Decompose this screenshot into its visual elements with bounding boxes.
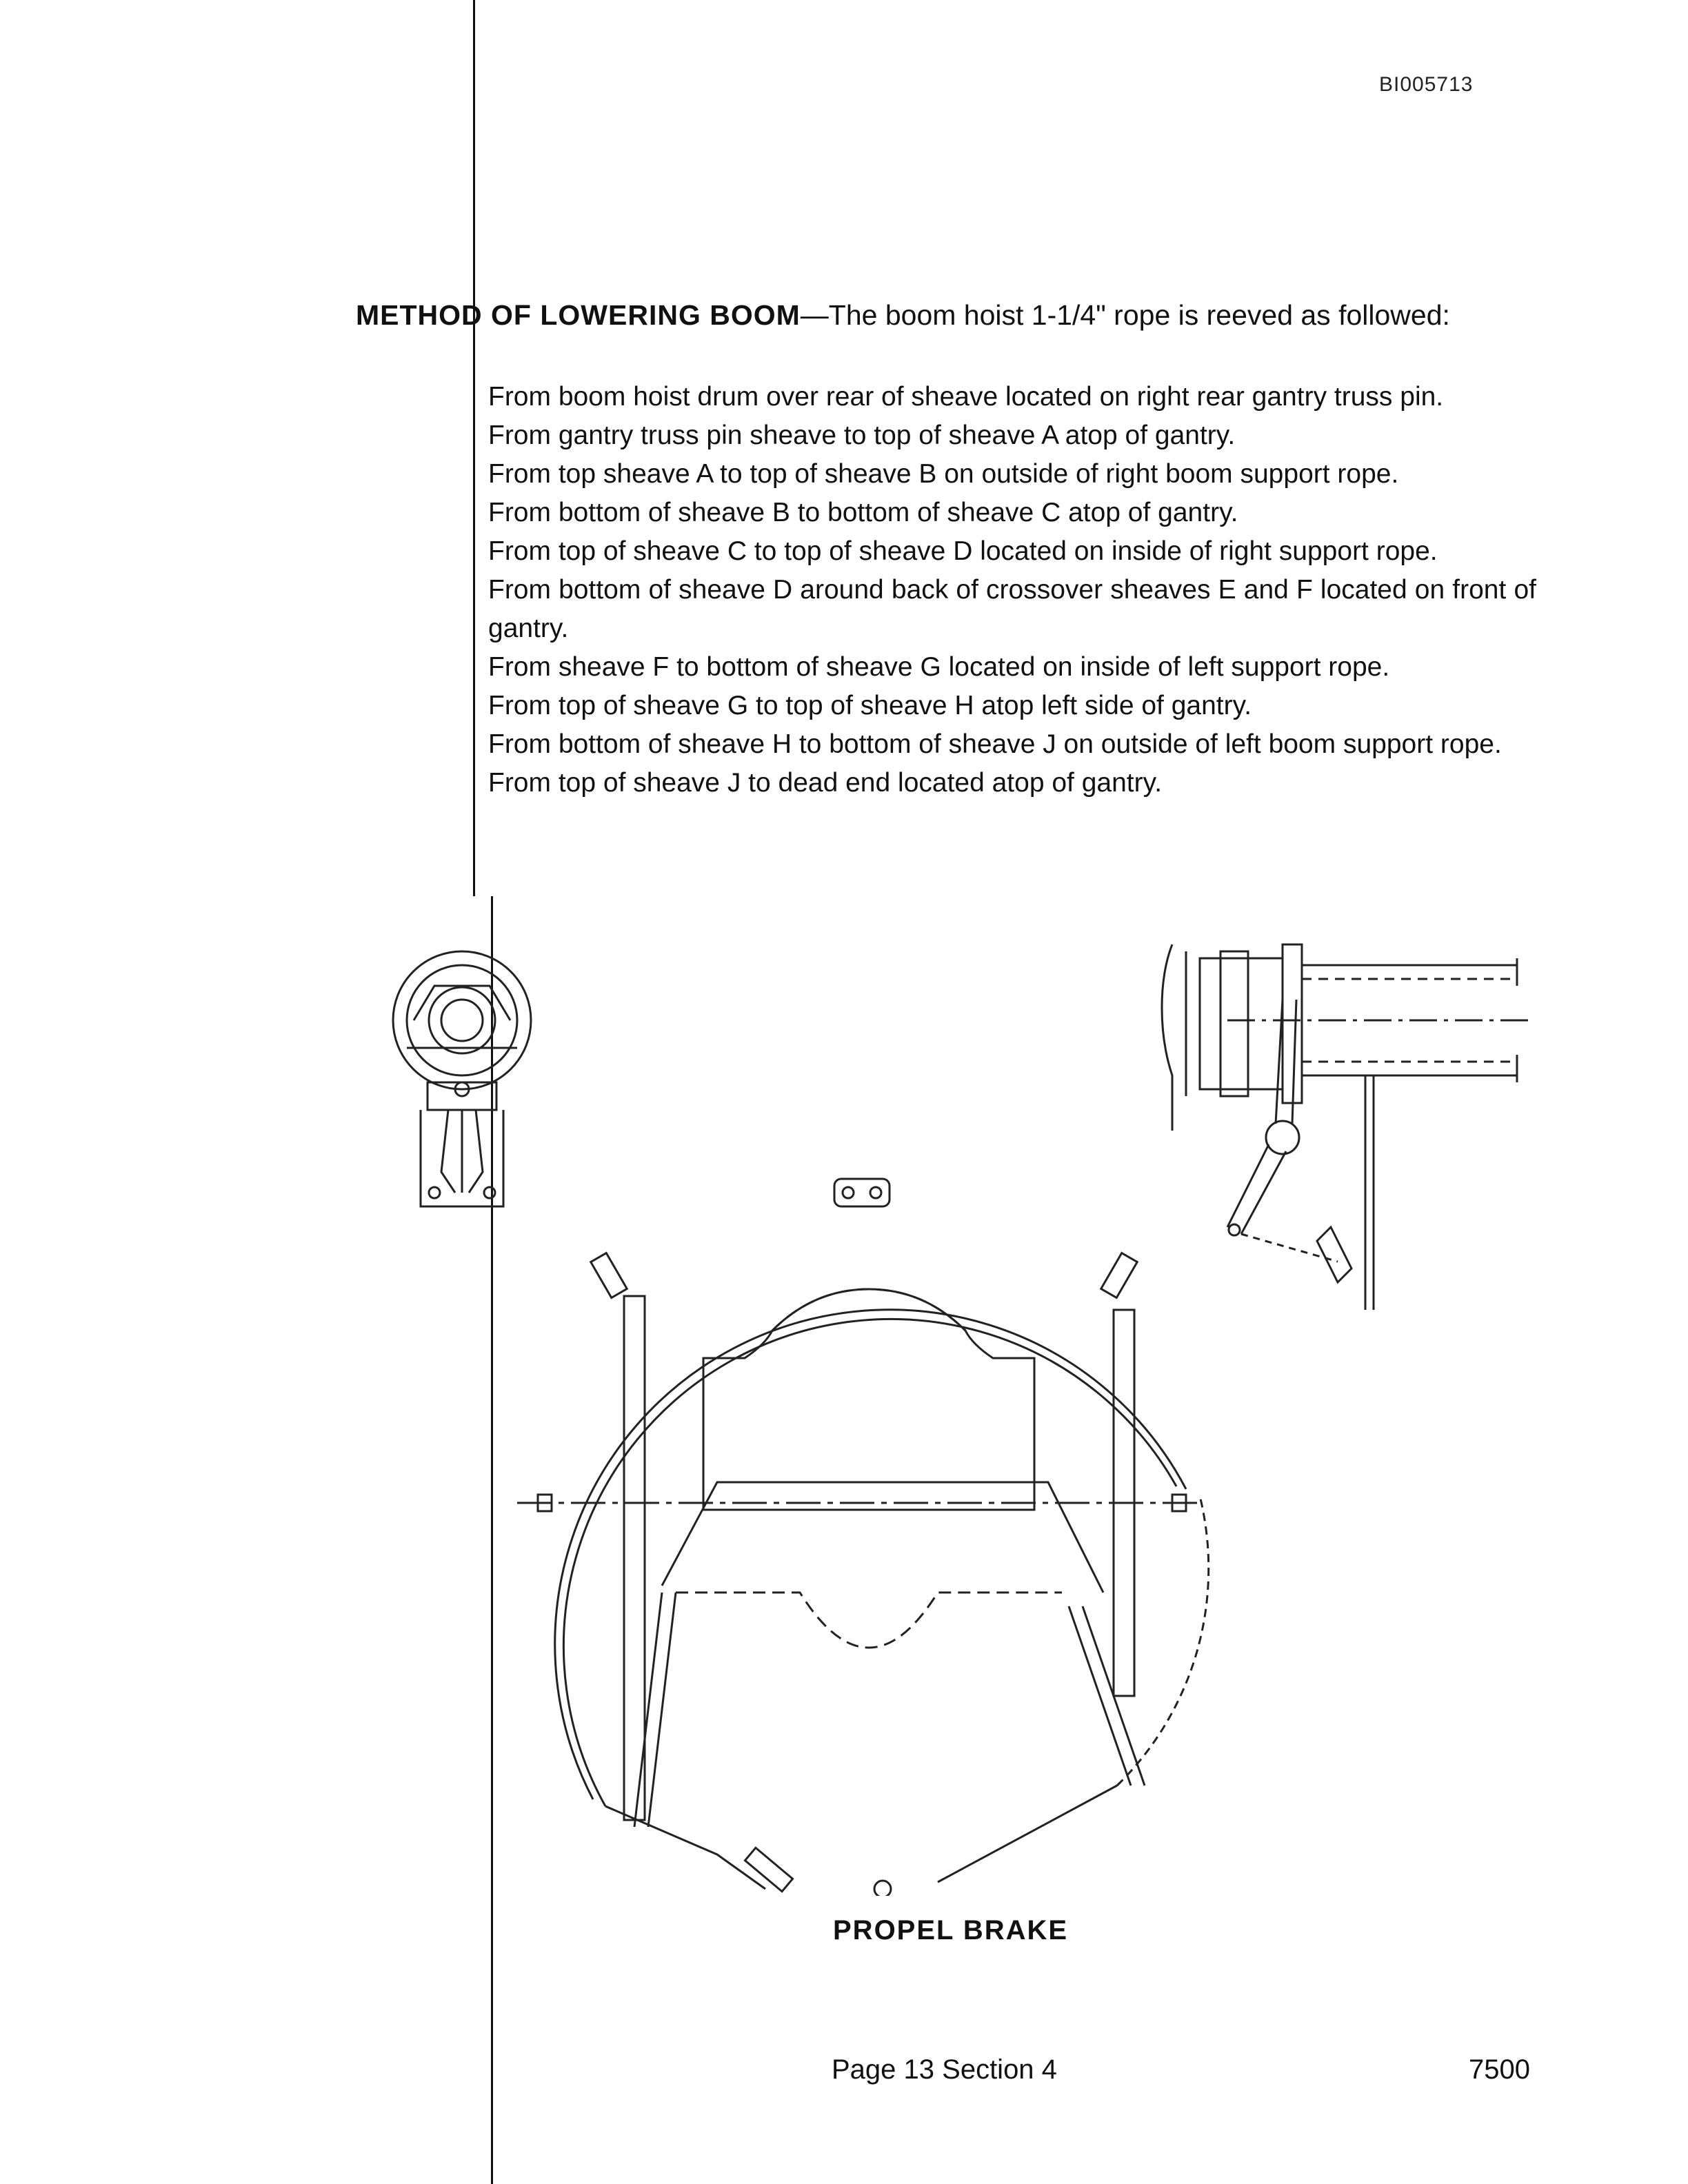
reeving-step: From top of sheave J to dead end located atop of gantry. [488,768,1163,798]
reeving-steps-list [488,378,1536,802]
reeving-step: From gantry truss pin sheave to top of sheave A atop of gantry. [488,421,1236,450]
document-id: BI005713 [1379,73,1474,96]
page-section-label: Page 13 Section 4 [832,2054,1057,2085]
reeving-step: From bottom of sheave D around back of crossover sheaves E and F located on front of gantry. [488,575,1536,643]
reeving-step: From top of sheave C to top of sheave D located on inside of right support rope. [488,536,1438,566]
section-heading [356,299,1666,332]
model-number: 7500 [1469,2054,1530,2085]
reeving-step: From sheave F to bottom of sheave G located on inside of left support rope. [488,652,1390,682]
section-heading-lead: METHOD OF LOWERING BOOM [356,299,801,331]
reeving-step: From top of sheave G to top of sheave H atop left side of gantry. [488,691,1252,720]
reeving-step: From top sheave A to top of sheave B on outside of right boom support rope. [488,459,1399,489]
reeving-step: From bottom of sheave H to bottom of sheave J on outside of left boom support rope. [488,729,1502,759]
reeving-step: From bottom of sheave B to bottom of sheave C atop of gantry. [488,498,1238,527]
figure-caption: PROPEL BRAKE [833,1915,1069,1945]
reeving-step: From boom hoist drum over rear of sheave located on right rear gantry truss pin. [488,382,1444,412]
section-heading-rest: —The boom hoist 1-1/4" rope is reeved as followed: [800,299,1450,331]
binding-margin-line-upper [473,0,475,896]
propel-brake-drawing [510,1165,1214,1896]
